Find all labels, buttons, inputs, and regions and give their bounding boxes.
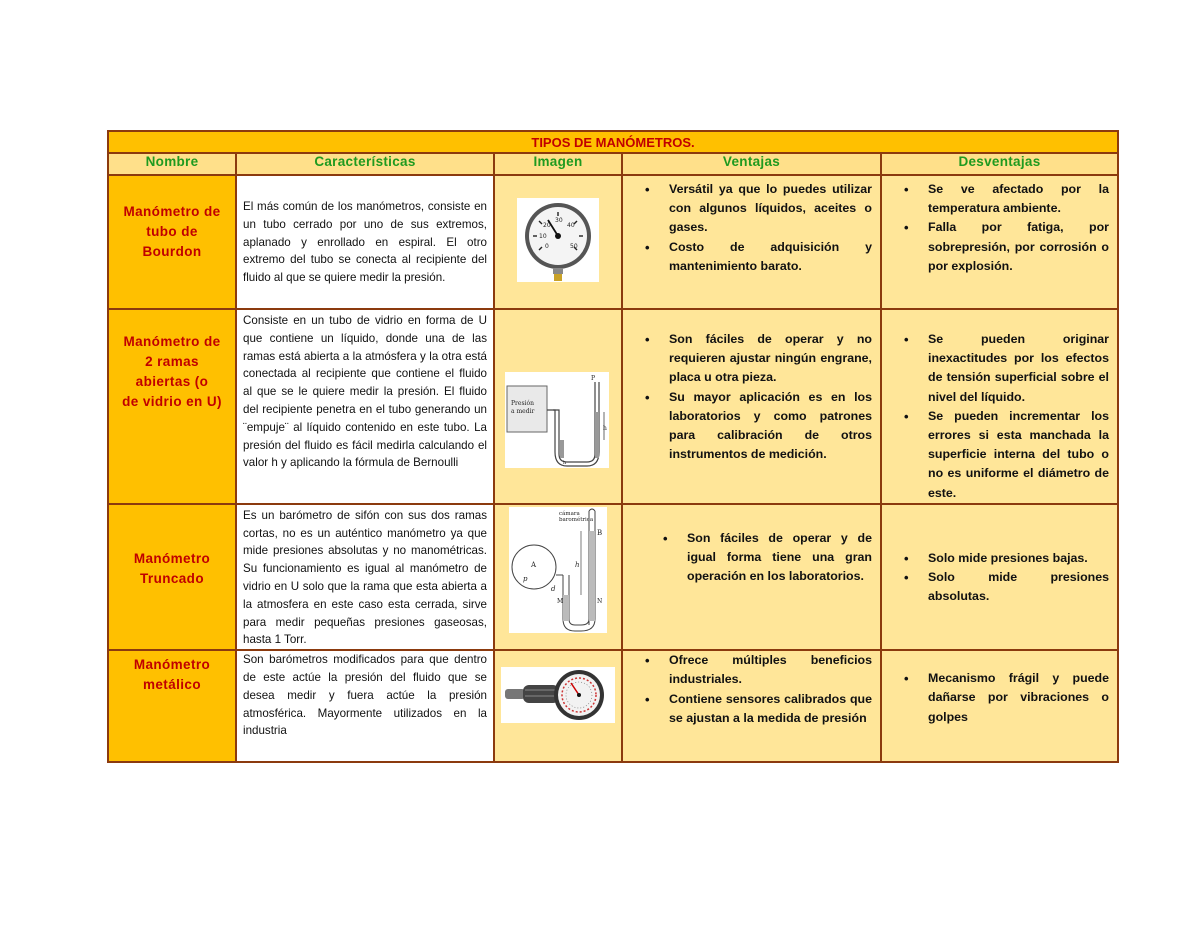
header-nombre: Nombre: [108, 153, 236, 175]
image-cell: [494, 504, 622, 650]
svg-text:barométrica: barométrica: [559, 516, 594, 523]
svg-text:p: p: [523, 574, 528, 583]
table-row: [108, 175, 1118, 309]
list-item: • Costo de adquisición y mantenimiento barato.: [669, 238, 880, 276]
list-item: • Solo mide presiones absolutas.: [928, 568, 1117, 606]
table-row: [108, 504, 1118, 650]
table-title: TIPOS DE MANÓMETROS.: [108, 131, 1118, 153]
row-ventajas: [622, 650, 881, 762]
svg-text:0: 0: [545, 243, 549, 250]
list-item: • Su mayor aplicación es en los laboratorios y como patrones para calibración de otros instrumentos de medición.: [669, 388, 880, 465]
list-item: • Se pueden incrementar los errores si esta manchada la superficie interna del tubo o no es uniforme el diámetro de este.: [928, 407, 1117, 503]
manometer-table: [107, 130, 1119, 763]
list-item: • Ofrece múltiples beneficios industriales.: [669, 651, 880, 689]
row-desventajas: [881, 650, 1118, 762]
row-characteristics: Es un barómetro de sifón con sus dos ramas cortas, no es un auténtico manómetro ya que mide presiones absolutas y no manométricas. Su funcionamiento es igual al manómetro de vidrio en U solo que la rama que esta abierta a la atmosfera en este caso esta cerrada, sirve para medir pequeñas presiones gaseosas, hasta 1 Torr.: [236, 504, 494, 650]
svg-text:20: 20: [543, 222, 551, 229]
truncated-manometer-icon: [509, 507, 607, 633]
svg-text:d: d: [551, 584, 556, 593]
list-item: • Se pueden originar inexactitudes por los efectos de tensión superficial sobre el nivel del líquido.: [928, 330, 1117, 407]
row-ventajas: [622, 504, 881, 650]
svg-text:Presión: Presión: [511, 400, 534, 407]
header-caracteristicas: Características: [236, 153, 494, 175]
svg-text:cámara: cámara: [559, 510, 580, 517]
header-desventajas: Desventajas: [881, 153, 1118, 175]
row-desventajas: [881, 504, 1118, 650]
row-ventajas: [622, 175, 881, 309]
row-characteristics: El más común de los manómetros, consiste en un tubo cerrado por uno de sus extremos, aplanado y enrollado en espiral. El otro extremo del tubo se conecta al recipiente del fluido al que se quiere medir la presión.: [236, 175, 494, 309]
list-item: • Falla por fatiga, por sobrepresión, por corrosión o por explosión.: [928, 218, 1117, 276]
image-cell: [494, 650, 622, 762]
svg-text:h: h: [575, 560, 580, 569]
image-cell: [494, 175, 622, 309]
tire-gauge-icon: [501, 667, 615, 723]
header-ventajas: Ventajas: [622, 153, 881, 175]
svg-text:10: 10: [539, 233, 547, 240]
list-item: • Solo mide presiones bajas.: [928, 549, 1117, 568]
row-name: Manómetro metálico: [108, 650, 236, 762]
pressure-gauge-icon: [517, 198, 599, 282]
row-name: Manómetro Truncado: [108, 504, 236, 650]
list-item: • Son fáciles de operar y de igual forma tiene una gran operación en los laboratorios.: [687, 529, 880, 587]
list-item: • Mecanismo frágil y puede dañarse por vibraciones o golpes: [928, 669, 1117, 727]
svg-text:50: 50: [570, 243, 578, 250]
svg-text:A: A: [531, 560, 537, 569]
row-name: Manómetro de 2 ramas abiertas (o de vidrio en U): [108, 309, 236, 504]
svg-text:h: h: [563, 460, 567, 466]
row-desventajas: [881, 175, 1118, 309]
svg-text:h: h: [603, 425, 607, 432]
svg-text:M: M: [557, 597, 564, 605]
svg-text:a medir: a medir: [511, 408, 535, 415]
list-item: • Contiene sensores calibrados que se ajustan a la medida de presión: [669, 690, 880, 728]
svg-text:40: 40: [567, 222, 575, 229]
svg-text:P: P: [591, 375, 596, 382]
svg-text:B: B: [597, 528, 603, 537]
row-desventajas: [881, 309, 1118, 504]
svg-text:N: N: [597, 597, 603, 605]
image-cell: [494, 309, 622, 504]
row-ventajas: [622, 309, 881, 504]
list-item: • Se ve afectado por la temperatura ambiente.: [928, 180, 1117, 218]
table-row: [108, 309, 1118, 504]
row-name: Manómetro de tubo de Bourdon: [108, 175, 236, 309]
table-row: [108, 650, 1118, 762]
list-item: • Versátil ya que lo puedes utilizar con algunos líquidos, aceites o gases.: [669, 180, 880, 238]
row-characteristics: Son barómetros modificados para que dentro de este actúe la presión del fluido que se desea medir y fuera actúe la presión atmosférica. Mayormente utilizados en la industria: [236, 650, 494, 762]
u-tube-manometer-icon: [505, 372, 609, 468]
svg-text:30: 30: [555, 217, 563, 224]
header-imagen: Imagen: [494, 153, 622, 175]
row-characteristics: Consiste en un tubo de vidrio en forma de U que contiene un líquido, donde una de las ramas está abierta a la atmósfera y la otra está conectada al recipiente que contiene el fluido al que se le quiere medir la presión. El fluido del recipiente penetra en el tubo generando un ¨empuje¨ al líquido contenido en este tubo. La presión del fluido es fácil medirla calculando el valor h y aplicando la fórmula de Bernoulli: [236, 309, 494, 504]
list-item: • Son fáciles de operar y no requieren ajustar ningún engrane, placa u otra pieza.: [669, 330, 880, 388]
